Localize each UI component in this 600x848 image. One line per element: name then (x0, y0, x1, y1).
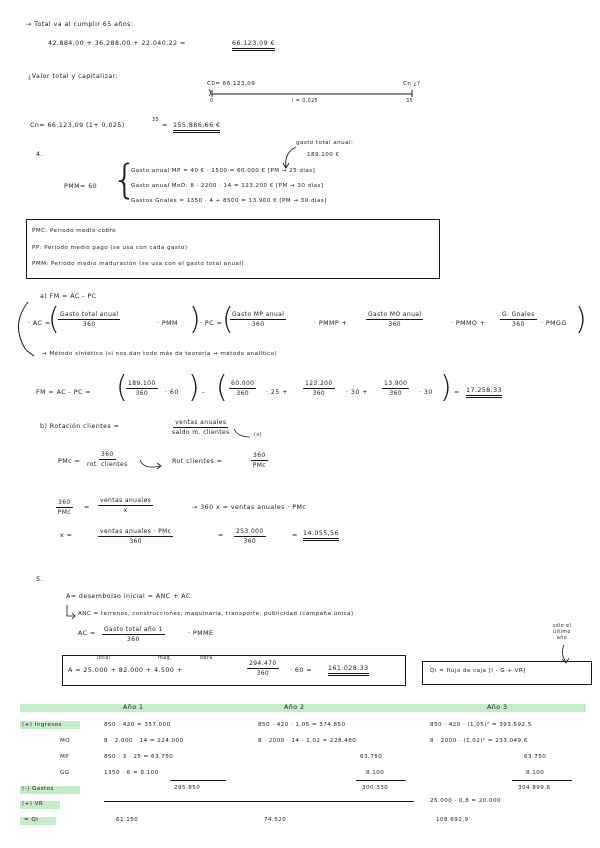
label-local: local (97, 656, 111, 661)
def-pp: PP: Periodo medio pago (se usa con cada gasto) (32, 245, 188, 251)
rotation-den: saldo m. clientes (172, 429, 230, 436)
timeline-start: 0 (210, 99, 214, 104)
fm-fraction-2-suffix: · 25 + (266, 389, 288, 396)
row-ingresos-y2: 850 · 420 · 1,05 = 374.850 (258, 722, 346, 728)
ac-suffix: · PMM (157, 320, 178, 327)
ac5-fraction (102, 626, 165, 643)
cn-result: 155.886,66 € (173, 123, 220, 133)
table-header-year2: Año 2 (284, 704, 305, 711)
fm-fraction-2-den: 360 (236, 390, 250, 397)
x-fraction-1-num: ventas anuales · PMc (100, 528, 172, 535)
row-mp-y2: 63.750 (360, 754, 383, 760)
fm-fraction-1-num: 189.100 (128, 380, 156, 387)
timeline-end: 35 (406, 99, 414, 104)
total-expense-label: gasto total anual: (296, 140, 354, 146)
pc-prefix: · PC = (200, 320, 223, 327)
investment-sum: A = 25.000 + 82.000 + 4.500 + (68, 667, 183, 674)
eq1-implication: → 360 x = ventas anuales · PMc (192, 504, 307, 511)
row-gastos-y1: 295.850 (174, 785, 201, 791)
investment-result: 161.028,33 (328, 666, 369, 676)
rotation-label: b) Rotación clientes = (40, 423, 120, 430)
left-bracket-arc (10, 300, 40, 370)
pmc-arrow (138, 458, 168, 478)
ac-prefix: · AC = (28, 320, 51, 327)
row-gastos-label: (-) Gastos (22, 786, 54, 792)
pc-open-paren: ( (222, 302, 234, 337)
row-ingresos-label: (+) Ingresos (22, 722, 62, 728)
rot-clientes-fraction (251, 452, 268, 469)
x-equals-3: = (292, 532, 298, 539)
pc-term1-suffix: · PMMP + (314, 320, 348, 327)
fm-fraction-4-num: 13.900 (384, 380, 408, 387)
timeline-c0: C0= 66.123,09 (207, 81, 256, 87)
fm-minus: - (202, 389, 205, 396)
ac5-suffix: · PMME (188, 630, 214, 637)
ac5-num: Gasto total año 1 (104, 626, 163, 633)
row-qi-y1: 61.150 (116, 817, 139, 823)
sum-line-y1 (170, 780, 226, 781)
fm-fraction-3-den: 360 (312, 390, 326, 397)
row-qi-y3: 108.692,9 (436, 817, 469, 823)
row-mo-y3: 8 · 2000 · (1,02)² = 233.049,6 (430, 738, 528, 744)
vr-divider (104, 801, 414, 802)
fm-calc-prefix: FM = AC - PC = (36, 389, 91, 396)
row-gg-y2: 8.100 (366, 770, 385, 776)
row-gg-label: GG (60, 770, 70, 776)
pc-term2 (366, 311, 423, 328)
row-gg-y3: 8.100 (526, 770, 545, 776)
pmc-label: PMc = (58, 458, 81, 465)
pc-term1-num: Gasto MP anual (232, 311, 285, 318)
pc-term2-suffix: · PMMO + (451, 320, 486, 327)
cn-equals: = (162, 122, 168, 129)
anc-definition: ANC = terrenos, construcciones, maquinaria, transporte, publicidad (campaña única) (78, 611, 354, 617)
initial-investment: A= desembolso inicial = ANC + AC (66, 593, 191, 600)
row-ingresos-y1: 850 · 420 = 357.000 (104, 722, 171, 728)
row-mo-y2: 8 · 2000 · 14 · 1,02 = 228.480 (258, 738, 357, 744)
sum-line-y2 (356, 780, 406, 781)
rotation-fraction (172, 419, 230, 436)
x-fraction-2-num: 253.000 (236, 528, 264, 535)
label-maq: maq. (158, 656, 172, 661)
eq1-right-fraction (98, 497, 153, 514)
x-fraction-1-den: 360 (129, 538, 143, 545)
rot-clientes-num: 360 (253, 452, 266, 459)
fm-fraction-4 (382, 380, 409, 397)
last-year-note-text: sólo el último año (552, 624, 572, 642)
total-65-result: 66.123,09 € (232, 41, 275, 51)
row-vr-y3: 25.000 · 0,8 = 20.000 (430, 798, 502, 804)
x-equals-2: = (218, 532, 224, 539)
pmm-label: PMM= 60 (64, 183, 98, 190)
pc-term3 (500, 311, 537, 328)
row-qi-label: = Qi (24, 817, 39, 823)
x-fraction-2-den: 360 (243, 538, 257, 545)
row-mp-label: MP (60, 754, 70, 760)
total-65-terms: 42.884,00 + 36.288,00 + 22.040,22 = (48, 40, 186, 47)
fm-open-paren-1: ( (116, 370, 128, 405)
pc-term2-den: 360 (388, 321, 402, 328)
ac-close-paren: ) (189, 302, 201, 337)
fm-fraction-2 (229, 380, 256, 397)
table-header-year3: Año 3 (487, 704, 508, 711)
section-5-number: 5. (36, 576, 43, 583)
pmc-fraction (87, 451, 128, 468)
x-fraction-1 (98, 528, 173, 545)
row-qi-y2: 74.520 (264, 817, 287, 823)
fm-fraction-1 (126, 380, 158, 397)
method-note: → Método sintético (si nos dan todo más de teorería → método analítico) (42, 351, 278, 357)
ac-open-paren: ( (48, 302, 60, 337)
investment-num: 294.470 (249, 660, 277, 667)
timeline-cn: Cn ¿? (403, 81, 421, 87)
investment-fraction (247, 660, 279, 677)
def-pmm: PMM: Periodo medio maduración (se usa con el gasto total anual) (32, 261, 245, 267)
pc-term1-den: 360 (251, 321, 265, 328)
def-pmc: PMC: Periodo medio cobro (32, 228, 117, 234)
ac5-den: 360 (127, 636, 140, 643)
eq1-left-num: 360 (58, 499, 71, 506)
expense-mod: Gasto anual MoD: 8 · 2200 · 14 = 123.200 € [PM → 30 días] (131, 183, 324, 189)
last-year-note (550, 624, 574, 643)
sum-line-y3 (512, 780, 572, 781)
row-gastos-y3: 304.899,6 (518, 785, 551, 791)
fm-fraction-3-num: 123.200 (305, 380, 333, 387)
section-4-number: 4. (36, 151, 43, 158)
fm-equals: = (454, 389, 460, 396)
fm-fraction-1-suffix: · 60 (165, 389, 179, 396)
cn-formula: Cn= 66.123,09 (1+ 0,025) (30, 122, 125, 129)
eq1-left-fraction (56, 499, 73, 516)
expense-general: Gastos Gnales = 1350 · 4 + 8500 = 13.900 € [PM → 30 días] (131, 198, 327, 204)
fm-close-paren-1: ) (188, 370, 200, 405)
ac-fraction-num: Gasto total anual (60, 311, 119, 318)
rotation-x: (x) (254, 433, 262, 438)
fm-fraction-2-num: 60.000 (231, 380, 255, 387)
eq1-right-num: ventas anuales (100, 497, 152, 504)
timeline-rate: i = 0,025 (292, 99, 319, 104)
x-result: 14.055,56 (303, 531, 339, 541)
row-gastos-y2: 300.330 (362, 785, 389, 791)
cn-exponent: 35 (152, 118, 160, 123)
rot-clientes-label: Rot clientes = (172, 458, 223, 465)
total-expense-value: 189.100 € (307, 152, 340, 158)
pmc-den: rot. clientes (87, 461, 128, 468)
pc-term3-suffix: · PMGG (541, 320, 567, 327)
row-vr-label: (+) VR (22, 801, 44, 807)
row-mo-label: MO (60, 738, 71, 744)
row-mo-y1: 8 · 2.000 · 14 = 224.000 (104, 738, 184, 744)
capitalize-question: ¿Valor total y capitalizar: (28, 73, 119, 80)
pc-term2-num: Gasto MO anual (368, 311, 422, 318)
fm-open-paren-2: ( (216, 370, 228, 405)
total-65-heading: → Total va al cumplir 65 años: (26, 21, 134, 28)
x-label: x = (60, 532, 73, 539)
expenses-brace: { (112, 157, 138, 203)
pmc-num: 360 (101, 451, 114, 458)
eq1-left-den: PMc (57, 509, 71, 516)
table-header-year1: Año 1 (123, 704, 144, 711)
ac-fraction-den: 360 (82, 321, 96, 328)
eq1-equals: = (84, 504, 90, 511)
expense-mp: Gasto anual MP = 40 € · 1500 = 60.000 € [PM → 25 días] (131, 168, 316, 174)
pc-term3-den: 360 (512, 321, 525, 328)
row-mp-y3: 63.750 (524, 754, 547, 760)
fm-fraction-3 (303, 380, 335, 397)
rotation-num: ventas anuales (175, 419, 227, 426)
investment-suffix: · 60 = (290, 667, 312, 674)
fm-result: 17.258,33 (466, 388, 502, 398)
row-gg-y1: 1350 · 6 = 8.100 (104, 770, 159, 776)
fm-fraction-4-suffix: · 30 (419, 389, 433, 396)
rot-clientes-den: PMc (252, 462, 266, 469)
fm-label: a) FM = AC - PC (40, 293, 97, 300)
cashflow-formula: Qi = flujo de caja [I - G + VR] (430, 668, 526, 674)
pc-term3-num: G. Gnales (502, 311, 535, 318)
row-ingresos-y3: 850 · 420 · (1,05)² = 393.592,5 (430, 722, 532, 728)
pc-term1 (230, 311, 286, 328)
ac5-prefix: AC = (78, 630, 96, 637)
label-obra: obra (200, 656, 213, 661)
ac-fraction (58, 311, 120, 328)
fm-close-paren-2: ) (440, 370, 452, 405)
investment-den: 360 (256, 670, 270, 677)
pc-close-paren: ) (575, 302, 587, 337)
x-fraction-2 (234, 528, 266, 545)
fm-fraction-4-den: 360 (389, 390, 403, 397)
fm-fraction-1-den: 360 (135, 390, 149, 397)
fm-fraction-3-suffix: · 30 + (346, 389, 368, 396)
row-mp-y1: 850 · 3 · 25 = 63.750 (104, 754, 174, 760)
eq1-right-den: x (123, 507, 128, 514)
